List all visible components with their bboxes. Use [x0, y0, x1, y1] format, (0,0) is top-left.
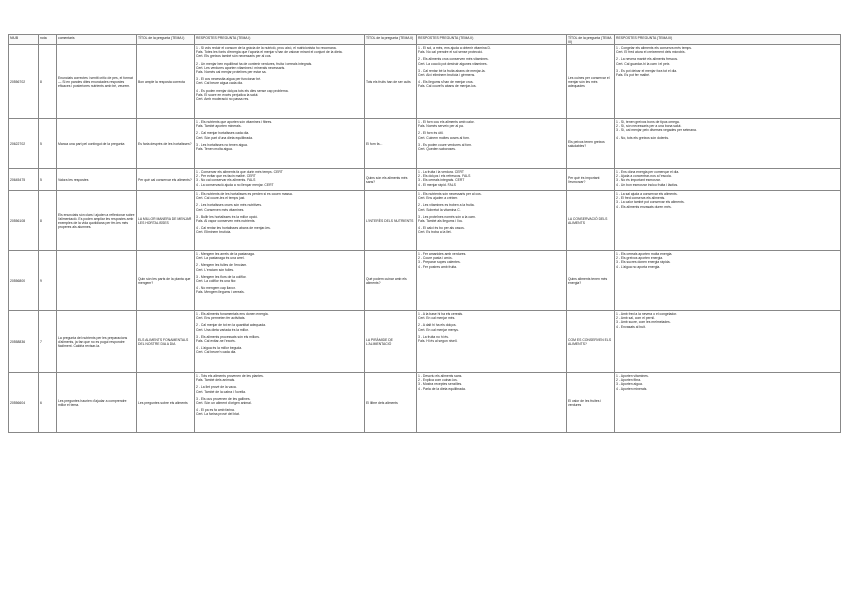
answer-line: Cert. Una dieta variada és la millor.	[196, 327, 249, 332]
answer-line: 3 - Es pot deixar el menjar fora tot el dia.	[616, 68, 678, 73]
answer-line: 3 - Bullir les hortalisses és la millor opció.	[196, 214, 258, 219]
theme3-title-cell: El valor de les fruites i verdures	[567, 373, 615, 433]
answer-line: Fals. El sucre en excés perjudica la salut.	[196, 92, 259, 97]
answer-line: 3 - Amb sucre, com les melmelades.	[616, 320, 671, 325]
answer-line: 3 - No és important esmorzar.	[616, 178, 661, 183]
answer-line: 1 - Conservar els aliments fa que durin més temps. CERT	[196, 169, 283, 174]
answer-line: 1 - Aporten vitamines.	[616, 373, 649, 378]
answer-line: 1 - Els cereals aporten molta energia.	[616, 251, 673, 256]
answer-line: Fals. Mengem llegums i cereals.	[196, 290, 245, 295]
theme3-title-cell: Els peixos tenen greixos saludables?	[567, 119, 615, 169]
answer-line: Cert. El fred atura el creixement dels microbis.	[616, 50, 686, 55]
header-row	[9, 35, 841, 45]
answer-line: 2 - Cal menjar hortalisses cada dia.	[196, 131, 250, 136]
answer-line: Fals. També dels animals.	[196, 378, 236, 383]
answer-line: 1 - Sí, tenen greixos bons de tipus omega.	[616, 119, 680, 124]
answer-line: 4 - Fer postres amb fruita.	[418, 264, 458, 269]
answer-line: 4 - El menjar ràpid. FALS	[418, 182, 456, 187]
nota-cell: 8	[39, 191, 57, 251]
answer-line: 3 - No cal conservar els aliments. FALS	[196, 178, 256, 183]
answer-line: 4 - Envasats al buit.	[616, 324, 646, 329]
answer-line: 4 - No mengem cap llavor.	[196, 286, 236, 291]
answer-line: 4 - Cal rentar les hortalisses abans de menjar-les.	[196, 226, 271, 231]
answer-line: 2 - La nevera manté els aliments frescos.	[616, 57, 679, 62]
answer-line: 2 - El fred conserva els aliments.	[616, 196, 666, 201]
theme2-title-cell: El forn fa...	[365, 119, 417, 169]
theme2-answers-cell	[417, 191, 567, 251]
answer-line: 1 - Congelar els aliments els conserva més temps.	[616, 45, 692, 50]
table-row	[9, 251, 841, 311]
answer-line: 4 - El calci és bo per als ossos.	[418, 226, 465, 231]
answer-line: Cert. La pastanaga és una arrel.	[196, 256, 245, 261]
answer-line: Cert. Eliminem brutícia.	[196, 230, 232, 235]
answer-line: 3 - La fruita no hi és.	[418, 334, 449, 339]
theme1-title-cell: LA MILLOR MANERA DE MENJAR LES HORTALISSES	[137, 191, 195, 251]
answer-line: 3 - Mengem les flors de la coliflor.	[196, 274, 247, 279]
header-comentaris: comentaris	[57, 35, 137, 45]
answer-line: 2 - Cal menjar de tot en la quantitat adequada.	[196, 323, 266, 328]
answer-line: 2 - Aporten fibra.	[616, 378, 642, 383]
answer-line: 4 - Es poden menjar dolços tots els dies sense cap problema.	[196, 88, 289, 93]
answer-line: Cert. Cal beure aigua cada dia.	[196, 81, 243, 86]
answer-line: Cert. L'enciam són fulles.	[196, 267, 234, 272]
answer-line: 1 - El forn cou els aliments amb calor.	[418, 119, 475, 124]
answer-line: 2 - Amb sal, com el pernil.	[616, 316, 656, 321]
nota-cell: 7	[39, 311, 57, 373]
answer-line: 3 - El cos necessita aigua per funcionar bé.	[196, 77, 262, 82]
header-answers-2: RESPOSTES PREGUNTA (TEMA II)	[417, 35, 567, 45]
theme1-title-cell: Bon ample la resposta correcta	[137, 45, 195, 119]
answer-line: Cert. Queden saboroses.	[418, 146, 456, 151]
theme2-title-cell: LA PIRÀMIDE DE L'ALIMENTACIÓ	[365, 311, 417, 373]
theme2-title-cell: Quins són els aliments més sans?	[365, 169, 417, 191]
answer-line: Cert. La coliflor és una flor.	[196, 278, 237, 283]
theme2-title-cell: L'INTERÈS DELS NUTRIENTS	[365, 191, 417, 251]
answer-line: Cert. Es troba a la llet.	[418, 230, 452, 235]
theme1-title-cell: Es faria desprès de les hortalisses?	[137, 119, 195, 169]
answer-line: Cert. Així eliminem brutícia i gèrmens.	[418, 72, 476, 77]
table-row	[9, 311, 841, 373]
theme1-title-cell: ELS ALIMENTS FONAMENTALS DEL NOSTRE DIA A DIA	[137, 311, 195, 373]
table-row	[9, 119, 841, 169]
answer-line: 2 - Sí, són necessaris per a una bona salut.	[616, 124, 682, 129]
niub-cell: 20558836	[9, 311, 39, 373]
nota-cell: 6	[39, 373, 57, 433]
niub-cell: 20556702	[9, 45, 39, 119]
answer-line: Cert. Amb moderació no passa res.	[196, 96, 250, 101]
niub-cell: 20556108	[9, 191, 39, 251]
niub-cell: 20556800	[9, 251, 39, 311]
answer-line: 2 - A dalt hi ha els dolços.	[418, 323, 457, 328]
answer-line: 4 - La conservació ajuda a no llençar menjar. CERT	[196, 182, 274, 187]
theme2-answers-cell	[417, 45, 567, 119]
answer-line: 1 - Fer amanides amb verdures.	[418, 251, 467, 256]
theme3-answers-cell	[615, 191, 841, 251]
theme1-answers-cell	[195, 251, 365, 311]
theme3-title-cell: COM ES CONSERVEN ELS ALIMENTS?	[567, 311, 615, 373]
answer-line: Cert. Cal guardar-hi la carn i el peix.	[616, 61, 671, 66]
theme1-answers-cell	[195, 119, 365, 169]
answer-line: 2 - Un menjar ben equilibrat ha de contenir verdures, fruita i cereals integrals.	[196, 61, 313, 66]
table-row	[9, 169, 841, 191]
answer-line: 3 - Les hortalisses no tenen aigua.	[196, 142, 248, 147]
answer-line: Fals. Hi és al segon nivell.	[418, 338, 458, 343]
answer-line: 4 - No, tots els greixos són dolents.	[616, 135, 669, 140]
answer-line: Cert. Són part d'una dieta equilibrada.	[196, 135, 254, 140]
theme1-title-cell: Quin són les parts de la planta que mengem?	[137, 251, 195, 311]
header-title-3: TÍTOL de la pregunta (TEMA III)	[567, 35, 615, 45]
table-row	[9, 373, 841, 433]
answer-line: 3 - Preparar sopes calentes.	[418, 260, 461, 265]
answer-line: Cert. Són un aliment d'origen animal.	[196, 400, 252, 405]
header-answers-1: RESPOSTES PREGUNTA (TEMA I)	[195, 35, 365, 45]
answer-line: 1 - Amb fred a la nevera o el congelador.	[616, 311, 678, 316]
answer-line: Cert. La cocció pot destruir algunes vitamines.	[418, 61, 488, 66]
niub-cell: 20622702	[9, 119, 39, 169]
answer-line: 1 - Ens dóna energia per començar el dia.	[616, 169, 680, 174]
comment-cell: Els enunciats són clars i ajuden a reflexionar sobre l'alimentació. Es poden ampliar les respostes amb exemples de la vida quotidiana per fer-les més properes als alumnes.	[57, 191, 137, 251]
answer-line: 3 - Els aliments processats són els millors.	[196, 334, 260, 339]
header-title-2: TÍTOL de la pregunta (TEMA II)	[365, 35, 417, 45]
answer-line: 4 - L'aigua és la millor beguda.	[196, 346, 243, 351]
answer-line: 4 - El pa es fa amb farina.	[196, 408, 235, 413]
theme1-answers-cell	[195, 373, 365, 433]
answer-line: Cert. Cal coure-les el temps just.	[196, 196, 246, 201]
theme3-answers-cell	[615, 169, 841, 191]
answer-line: 2 - Els greixos aporten energia.	[616, 256, 664, 261]
answer-line: Fals. Totes les fonts d'energia que t'aporta el menjar s'han de valorar mirant el conjunt de la dieta.	[196, 50, 343, 55]
answer-line: 2 - Les hortalisses crues són més nutritives.	[196, 203, 262, 208]
answer-line: Cert. La farina prové del blat.	[196, 412, 240, 417]
nota-cell: 5	[39, 119, 57, 169]
answer-line: 2 - Per evitar que es facin malbé. CERT	[196, 174, 256, 179]
comment-cell: Enunciats correctes i sentit crític de pes, el format — Si en pandes dites enunciades respostes eficaces i posteriores nutrients amb bé, veurem.	[57, 45, 137, 119]
answer-line: 3 - La calor també pot conservar els aliments.	[616, 200, 685, 205]
answer-line: 3 - Les proteïnes només són a la carn.	[418, 214, 476, 219]
answer-line: 3 - Cal rentar bé la fruita abans de menjar-la.	[418, 68, 486, 73]
answer-line: Fals. No cal prendre el sol sense protecció.	[418, 50, 484, 55]
niub-cell: 20645475	[9, 169, 39, 191]
answer-line: 1 - Els nutrients són necessaris per al cos.	[418, 191, 482, 196]
answer-line: 4 - Els llegums s'han de menjar crus.	[418, 80, 474, 85]
answer-line: 2 - El forn és útil.	[418, 131, 444, 136]
theme2-title-cell: Què podem cuinar amb els aliments?	[365, 251, 417, 311]
answer-line: 1 - Els nutrients de les hortalisses es perden si es couen massa.	[196, 191, 293, 196]
answer-line: Fals. Cal evitar-ne l'excés.	[196, 338, 236, 343]
answer-line: 4 - Aporten minerals.	[616, 386, 648, 391]
answer-line: Fals. Només serveix per al pa.	[418, 124, 464, 129]
theme3-answers-cell	[615, 119, 841, 169]
header-nota: nota	[39, 35, 57, 45]
theme2-answers-cell	[417, 251, 567, 311]
table-row	[9, 191, 841, 251]
theme2-answers-cell	[417, 119, 567, 169]
answer-line: 4 - Els aliments envasats duren més.	[616, 204, 672, 209]
theme2-title-cell: Tots els fruits han de ser cuits	[365, 45, 417, 119]
answer-line: 1 - Els nutrients que aporten són vitamines i fibres.	[196, 119, 273, 124]
theme3-answers-cell	[615, 251, 841, 311]
answer-line: Cert. Conserven més vitamines.	[196, 207, 245, 212]
answer-line: Fals. També aporten minerals.	[196, 124, 242, 129]
answer-line: 3 - Mostra receptes senzilles.	[418, 382, 463, 387]
header-niub: NIUB	[9, 35, 39, 45]
answer-line: 3 - Els cereals integrals. CERT	[418, 178, 465, 183]
answer-line: 3 - Els sucres donen energia ràpida.	[616, 260, 671, 265]
answer-line: 1 - La sal ajuda a conservar els aliments.	[616, 191, 678, 196]
theme2-answers-cell	[417, 169, 567, 191]
theme2-answers-cell	[417, 373, 567, 433]
answer-line: Cert. També de la cabra i l'ovella.	[196, 389, 246, 394]
answer-line: 3 - Aporten aigua.	[616, 382, 643, 387]
answer-line: Fals. Es pot fer malbé.	[616, 72, 650, 77]
answer-line: Fals. Tenen molta aigua.	[196, 146, 233, 151]
answer-line: 2 - Els dolços i els refrescos. FALS	[418, 174, 471, 179]
answer-line: 1 - La fruita i la verdura. CERT	[418, 169, 464, 174]
theme3-title-cell: Quins aliments tenen més energia?	[567, 251, 615, 311]
theme2-answers-cell	[417, 311, 567, 373]
header-title-1: TÍTOL de la pregunta (TEMA I)	[137, 35, 195, 45]
nota-cell: 9	[39, 251, 57, 311]
answer-line: 2 - La llet prové de la vaca.	[196, 385, 237, 390]
theme3-answers-cell	[615, 45, 841, 119]
theme1-answers-cell	[195, 45, 365, 119]
answer-line: Cert. Sobretot la vitamina C.	[418, 207, 461, 212]
theme3-title-cell: Les cuines per conservar el menjar són les més adequades	[567, 45, 615, 119]
comment-cell: Les preguntes haurien d'ajudar a comprendre millor el tema.	[57, 373, 137, 433]
answer-line: Cert. Ens permeten fer activitats.	[196, 316, 246, 321]
answer-line: Fals. Cal coure'ls abans de menjar-los.	[418, 84, 477, 89]
theme3-answers-cell	[615, 373, 841, 433]
answer-line: 2 - Mengem les fulles de l'enciam.	[196, 263, 248, 268]
answer-line: 3 - Els ous provenen de les gallines.	[196, 396, 251, 401]
answer-line: 1 - Els aliments fonamentals ens donen energia.	[196, 311, 269, 316]
theme3-title-cell: LA CONSERVACIÓ DELS ALIMENTS	[567, 191, 615, 251]
comment-cell: Manca una part pel contingut de la pregunta	[57, 119, 137, 169]
spreadsheet	[8, 34, 840, 433]
table-row	[9, 45, 841, 119]
answer-line: Cert. En cal menjar més.	[418, 316, 456, 321]
answer-line: 3 - Es poden coure verdures al forn.	[418, 142, 473, 147]
answer-line: Cert. Les verdures aporten vitamines i minerals necessaris.	[196, 65, 286, 70]
comment-cell	[57, 251, 137, 311]
answer-line: 2 - Els aliments crus conserven més vitamines.	[418, 57, 489, 62]
answer-line: Cert. Cuinem moltes coses al forn.	[418, 135, 471, 140]
answer-line: Fals. Al vapor conserven més nutrients.	[196, 218, 256, 223]
answer-line: 1 - Descriu els aliments sans.	[418, 373, 463, 378]
answer-line: 4 - Un bon esmorzar inclou fruita i làctics.	[616, 182, 679, 187]
theme3-answers-cell	[615, 311, 841, 373]
theme1-title-cell: Per què cal conservar els aliments?	[137, 169, 195, 191]
theme2-title-cell: El llibre dels aliments	[365, 373, 417, 433]
comment-cell: Valora les respostes	[57, 169, 137, 191]
header-answers-3: RESPOSTES PREGUNTA (TEMA III)	[615, 35, 841, 45]
nota-cell: 8	[39, 45, 57, 119]
theme3-title-cell: Per què és important l'esmorzar?	[567, 169, 615, 191]
answer-line: Cert. Ens ajuden a créixer.	[418, 196, 458, 201]
answer-line: 1 - Si vols reduir el consum de la gràcia de la nutrició, prou això, el nutricionista ho recomana.	[196, 45, 337, 50]
answer-line: 1 - El sol, a més, ens ajuda a obtenir vitamina D.	[418, 45, 491, 50]
theme1-answers-cell	[195, 191, 365, 251]
answer-line: Cert. En cal menjar menys.	[418, 327, 459, 332]
answer-line: 2 - Explica com cuinar-los.	[418, 378, 458, 383]
niub-cell: 20556604	[9, 373, 39, 433]
theme1-title-cell: Les preguntes sobre els aliments	[137, 373, 195, 433]
comment-cell: La pregunta del nutrients per les preparacions d'aliments, ja fan que no es pugui respondre fàcilment. Caldria revisar-la.	[57, 311, 137, 373]
answer-line: Fals. Només cal menjar proteïnes per estar sa.	[196, 69, 267, 74]
answer-line: Cert. Cal beure'n cada dia.	[196, 350, 237, 355]
answer-line: 4 - Parla de la dieta equilibrada.	[418, 386, 466, 391]
answer-line: 2 - Coure pasta i arròs.	[418, 256, 453, 261]
answer-line: 1 - A la base hi ha els cereals.	[418, 311, 464, 316]
answer-line: 2 - Ajuda a concentrar-nos a l'escola.	[616, 174, 672, 179]
evaluation-table	[8, 34, 841, 433]
answer-line: 1 - Mengem les arrels de la pastanaga.	[196, 251, 255, 256]
answer-line: 4 - L'aigua no aporta energia.	[616, 264, 661, 269]
answer-line: 1 - Tots els aliments provenen de les plantes.	[196, 373, 264, 378]
theme1-answers-cell	[195, 169, 365, 191]
answer-line: 2 - Les vitamines es troben a la fruita.	[418, 203, 475, 208]
theme1-answers-cell	[195, 311, 365, 373]
answer-line: 3 - Sí, cal menjar peix diverses vegades per setmana.	[616, 128, 697, 133]
answer-line: Cert. Els greixos també són necessaris per al cos.	[196, 54, 272, 59]
nota-cell: 5	[39, 169, 57, 191]
answer-line: Fals. També als llegums i l'ou.	[418, 218, 464, 223]
